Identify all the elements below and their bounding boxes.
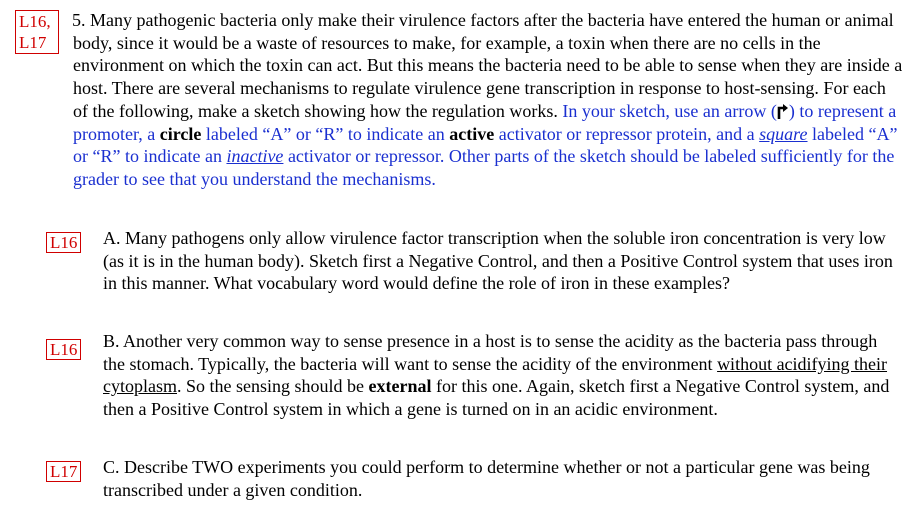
part-a-text: A. Many pathogens only allow virulence factor transcription when the soluble iron concentration is very low (as it is in the human body). Sketch first a Negative Control, and then a Positive Control system that uses iron in this manner. What vocabulary word would define the role of iron in these examples? bbox=[103, 228, 893, 294]
part-b-text-2: . So the sensing should be bbox=[177, 376, 364, 397]
part-c-text: C. Describe TWO experiments you could perform to determine whether or not a particular gene was being transcribed under a given condition. bbox=[103, 457, 870, 500]
question-number: 5. bbox=[72, 10, 86, 30]
instr-circle-word: circle bbox=[159, 123, 202, 144]
lecture-tag-part-a: L16 bbox=[46, 232, 81, 253]
lecture-tag-main-line1: L16, bbox=[19, 12, 51, 31]
question-5-intro bbox=[73, 9, 905, 191]
part-b-text-1: B. Another very common way to sense presence in a host is to sense the acidity as the bacteria pass through the stomach. Typically, the bacteria will want to sense the acidity of the environment bbox=[103, 331, 878, 374]
part-b-bold: external bbox=[368, 376, 432, 397]
part-b-text-3: for this one. Again, sketch first a Negative Control system, and then a Positive Control system in which a gene is turned on in an acidic environment. bbox=[103, 376, 890, 420]
instr-part-2: ) to represent a promoter, a bbox=[73, 100, 897, 144]
instr-part-6: activator or repressor. Other parts of the sketch should be labeled sufficiently for the grader to see that you understand the mechanisms. bbox=[73, 146, 895, 189]
instr-square-word: square bbox=[759, 123, 808, 144]
instr-part-3: labeled “A” or “R” to indicate an bbox=[205, 123, 445, 144]
instr-part-5: labeled “A” or “R” to indicate an bbox=[73, 123, 898, 167]
instr-part-1: In your sketch, use an arrow ( bbox=[562, 100, 777, 121]
part-b-underlined: without acidifying their cytoplasm bbox=[103, 353, 888, 397]
lecture-tag-main-line2: L17 bbox=[19, 33, 47, 52]
instr-part-4: activator or repressor protein, and a bbox=[498, 123, 755, 144]
instr-active-word: active bbox=[449, 123, 495, 144]
part-b-text bbox=[103, 330, 903, 421]
lecture-tag-part-b: L16 bbox=[46, 339, 81, 360]
instr-inactive-word: inactive bbox=[226, 146, 284, 167]
lecture-tag-main bbox=[15, 10, 59, 54]
question-intro-text: Many pathogenic bacteria only make their virulence factors after the bacteria have entered the human or animal body, since it would be a waste of resources to make, for example, a toxin when there are no cells in the environment on which the toxin can act. But this means the bacteria need to be able to sense when they are inside a host. There are several mechanisms to regulate virulence gene transcription in response to host-sensing. For each of the following, make a sketch showing how the regulation works. bbox=[73, 10, 903, 121]
promoter-arrow-icon bbox=[777, 103, 789, 119]
lecture-tag-part-c: L17 bbox=[46, 461, 81, 482]
